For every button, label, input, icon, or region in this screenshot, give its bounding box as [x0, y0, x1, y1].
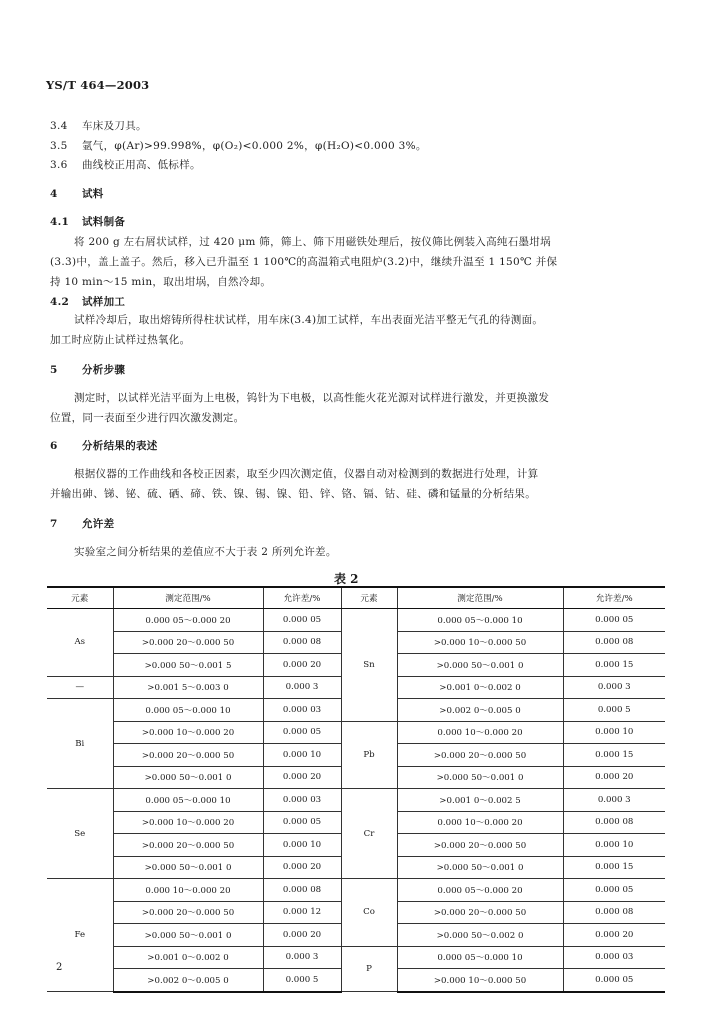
range-cell: >0.000 20～0.000 50 [397, 901, 563, 924]
tolerance-cell: 0.000 20 [263, 856, 341, 879]
range-cell: >0.000 50～0.001 0 [113, 924, 263, 947]
range-cell: >0.000 50～0.001 5 [113, 654, 263, 677]
table-row [47, 946, 665, 969]
page-number: 2 [56, 962, 63, 973]
section-6-heading: 6 分析结果的表述 [50, 440, 158, 452]
section-4-heading: 4 试料 [50, 188, 104, 200]
tolerance-cell: 0.000 08 [263, 631, 341, 654]
tolerance-cell: 0.000 3 [563, 676, 665, 699]
range-cell: >0.000 10～0.000 20 [113, 811, 263, 834]
item-3-5: 3.5 氩气，φ(Ar)>99.998%，φ(O₂)<0.000 2%，φ(H₂O)<0.000 3%。 [50, 140, 427, 152]
element-cell: Sn [341, 609, 397, 722]
range-cell: >0.000 20～0.000 50 [113, 901, 263, 924]
tolerance-cell: 0.000 15 [563, 744, 665, 767]
range-cell: >0.001 0～0.002 0 [113, 946, 263, 969]
para-4-1-line-2: (3.3)中，盖上盖子。然后，移入已升温至 1 100℃的高温箱式电阻炉(3.2)中，继续升温至 1 150℃ 并保 [50, 256, 558, 268]
table-header-row [47, 587, 665, 609]
range-cell: 0.000 10～0.000 20 [397, 721, 563, 744]
tolerance-cell: 0.000 20 [263, 766, 341, 789]
range-cell: >0.000 50～0.002 0 [397, 924, 563, 947]
header-tolerance-left: 允许差/% [263, 587, 341, 609]
element-cell: Cr [341, 789, 397, 879]
tolerance-cell: 0.000 10 [263, 834, 341, 857]
section-7-heading: 7 允许差 [50, 518, 115, 530]
tolerance-cell: 0.000 08 [563, 811, 665, 834]
range-cell: >0.000 20～0.000 50 [397, 834, 563, 857]
range-cell: 0.000 10～0.000 20 [113, 879, 263, 902]
range-cell: >0.000 20～0.000 50 [397, 744, 563, 767]
tolerance-cell: 0.000 20 [563, 766, 665, 789]
tolerance-cell: 0.000 3 [263, 946, 341, 969]
tolerance-cell: 0.000 05 [563, 969, 665, 992]
tolerance-cell: 0.000 20 [263, 924, 341, 947]
range-cell: >0.000 10～0.000 50 [397, 969, 563, 992]
range-cell: >0.000 20～0.000 50 [113, 744, 263, 767]
tolerance-cell: 0.000 05 [563, 879, 665, 902]
tolerance-cell: 0.000 03 [263, 699, 341, 722]
range-cell: >0.000 10～0.000 50 [397, 631, 563, 654]
range-cell: 0.000 05～0.000 20 [397, 879, 563, 902]
tolerance-cell: 0.000 05 [263, 811, 341, 834]
element-cell: Fe [47, 879, 113, 992]
element-cell: Pb [341, 721, 397, 789]
para-4-1-line-1: 将 200 g 左右屑状试样，过 420 μm 筛，筛上、筛下用磁铁处理后，按仪筛比例装入高纯石墨坩埚 [74, 236, 551, 248]
para-7-line-1: 实验室之间分析结果的差值应不大于表 2 所列允许差。 [74, 546, 337, 558]
table-row [47, 609, 665, 632]
tolerance-cell: 0.000 5 [563, 699, 665, 722]
table-row [47, 789, 665, 812]
para-6-line-2: 并输出砷、锑、铋、硫、硒、碲、铁、镍、锡、镍、铅、锌、铬、镉、钴、硅、磷和锰量的分析结果。 [50, 488, 536, 500]
range-cell: 0.000 05～0.000 20 [113, 609, 263, 632]
header-range-right: 测定范围/% [397, 587, 563, 609]
range-cell: >0.001 5～0.003 0 [113, 676, 263, 699]
table-row [47, 721, 665, 744]
tolerance-cell: 0.000 10 [563, 834, 665, 857]
para-4-2-line-1: 试样冷却后，取出熔铸所得柱状试样，用车床(3.4)加工试样，车出表面光洁平整无气孔的待测面。 [74, 314, 544, 326]
tolerance-cell: 0.000 10 [263, 744, 341, 767]
range-cell: 0.000 05～0.000 10 [113, 789, 263, 812]
element-cell: Co [341, 879, 397, 947]
range-cell: >0.000 20～0.000 50 [113, 834, 263, 857]
element-cell: — [47, 676, 113, 699]
tolerance-cell: 0.000 20 [263, 654, 341, 677]
element-cell: Bi [47, 699, 113, 789]
section-5-heading: 5 分析步骤 [50, 364, 126, 376]
range-cell: >0.002 0～0.005 0 [113, 969, 263, 992]
tolerance-cell: 0.000 05 [263, 721, 341, 744]
tolerance-cell: 0.000 3 [263, 676, 341, 699]
tolerance-cell: 0.000 08 [263, 879, 341, 902]
header-range-left: 测定范围/% [113, 587, 263, 609]
tolerance-cell: 0.000 03 [263, 789, 341, 812]
tolerance-cell: 0.000 03 [563, 946, 665, 969]
element-cell: P [341, 946, 397, 992]
header-element-left: 元素 [47, 587, 113, 609]
item-3-6: 3.6 曲线校正用高、低标样。 [50, 159, 201, 171]
tolerance-cell: 0.000 10 [563, 721, 665, 744]
range-cell: >0.001 0～0.002 5 [397, 789, 563, 812]
range-cell: >0.000 50～0.001 0 [397, 856, 563, 879]
tolerance-cell: 0.000 12 [263, 901, 341, 924]
range-cell: >0.001 0～0.002 0 [397, 676, 563, 699]
tolerance-cell: 0.000 08 [563, 901, 665, 924]
para-6-line-1: 根据仪器的工作曲线和各校正因素，取至少四次测定值，仪器自动对检测到的数据进行处理，计算 [74, 468, 539, 480]
element-cell: As [47, 609, 113, 677]
header-tolerance-right: 允许差/% [563, 587, 665, 609]
range-cell: >0.000 50～0.001 0 [397, 766, 563, 789]
range-cell: 0.000 10～0.000 20 [397, 811, 563, 834]
table-caption: 表 2 [334, 572, 359, 586]
tolerance-cell: 0.000 05 [263, 609, 341, 632]
subsection-4-1-heading: 4.1 试料制备 [50, 216, 126, 228]
element-cell: Se [47, 789, 113, 879]
para-5-line-2: 位置，同一表面至少进行四次激发测定。 [50, 412, 245, 424]
tolerance-cell: 0.000 15 [563, 654, 665, 677]
range-cell: >0.000 50～0.001 0 [113, 766, 263, 789]
tolerance-cell: 0.000 05 [563, 609, 665, 632]
range-cell: 0.000 05～0.000 10 [397, 946, 563, 969]
para-4-1-line-3: 持 10 min～15 min，取出坩埚，自然冷却。 [50, 276, 272, 288]
tolerance-cell: 0.000 3 [563, 789, 665, 812]
item-3-4: 3.4 车床及刀具。 [50, 120, 147, 132]
header-element-right: 元素 [341, 587, 397, 609]
range-cell: 0.000 05～0.000 10 [397, 609, 563, 632]
subsection-4-2-heading: 4.2 试样加工 [50, 296, 126, 308]
table-row [47, 879, 665, 902]
range-cell: >0.002 0～0.005 0 [397, 699, 563, 722]
range-cell: 0.000 05～0.000 10 [113, 699, 263, 722]
para-4-2-line-2: 加工时应防止试样过热氧化。 [50, 334, 191, 346]
range-cell: >0.000 10～0.000 20 [113, 721, 263, 744]
tolerance-table [47, 586, 665, 993]
document-code: YS/T 464—2003 [46, 78, 150, 92]
tolerance-cell: 0.000 5 [263, 969, 341, 992]
range-cell: >0.000 50～0.001 0 [397, 654, 563, 677]
range-cell: >0.000 20～0.000 50 [113, 631, 263, 654]
range-cell: >0.000 50～0.001 0 [113, 856, 263, 879]
tolerance-cell: 0.000 08 [563, 631, 665, 654]
tolerance-cell: 0.000 15 [563, 856, 665, 879]
tolerance-cell: 0.000 20 [563, 924, 665, 947]
para-5-line-1: 测定时，以试样光洁平面为上电极，钨针为下电极，以高性能火花光源对试样进行激发，并更换激发 [74, 392, 550, 404]
